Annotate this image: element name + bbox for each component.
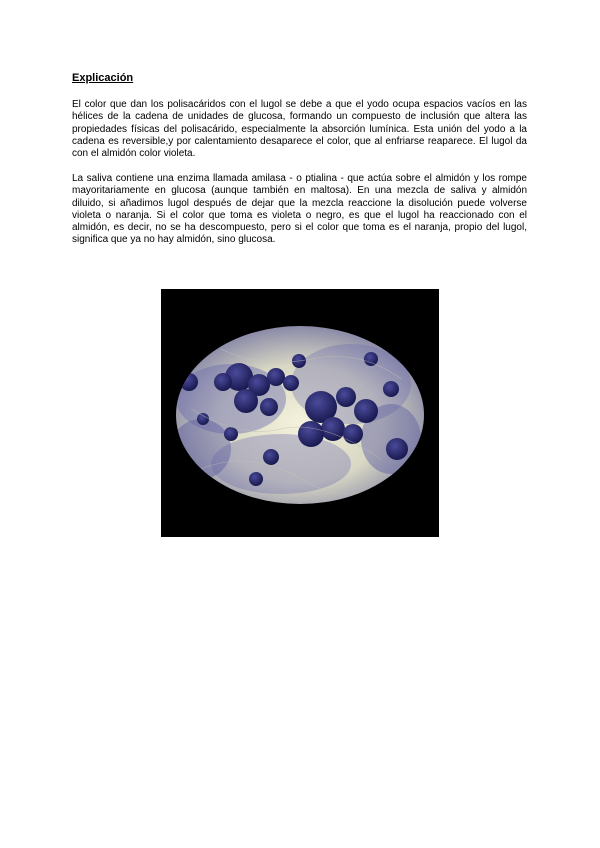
microscope-image bbox=[161, 289, 439, 537]
microscope-photo bbox=[161, 289, 439, 537]
paragraph-lugol-explanation: El color que dan los polisacáridos con el lugol se debe a que el yodo ocupa espacios vacíos en las hélices de la cadena de unidades de glucosa, formando un compuesto de inclusión que altera las propiedades físicas del polisacárido, especialmente la absorción lumínica. Esta unión del yodo a la cadena es reversible,y por calentamiento desaparece el color, que al enfriarse reaparece. El lugol da con el almidón color violeta. bbox=[72, 99, 527, 160]
section-heading: Explicación bbox=[72, 72, 134, 84]
paragraph-saliva-amylase: La saliva contiene una enzima llamada amilasa - o ptialina - que actúa sobre el almidón y los rompe mayoritariamente en glucosa (aunque también en maltosa). En una mezcla de saliva y almidón diluido, si añadimos lugol después de dejar que la mezcla reaccione la disolución puede volverse violeta o naranja. Si el color que toma es violeta o negro, es que el lugol ha reaccionado con el almidón, es decir, no se ha descompuesto, pero si el color que toma es el naranja, propio del lugol, significa que ya no hay almidón, sino glucosa. bbox=[72, 173, 527, 246]
